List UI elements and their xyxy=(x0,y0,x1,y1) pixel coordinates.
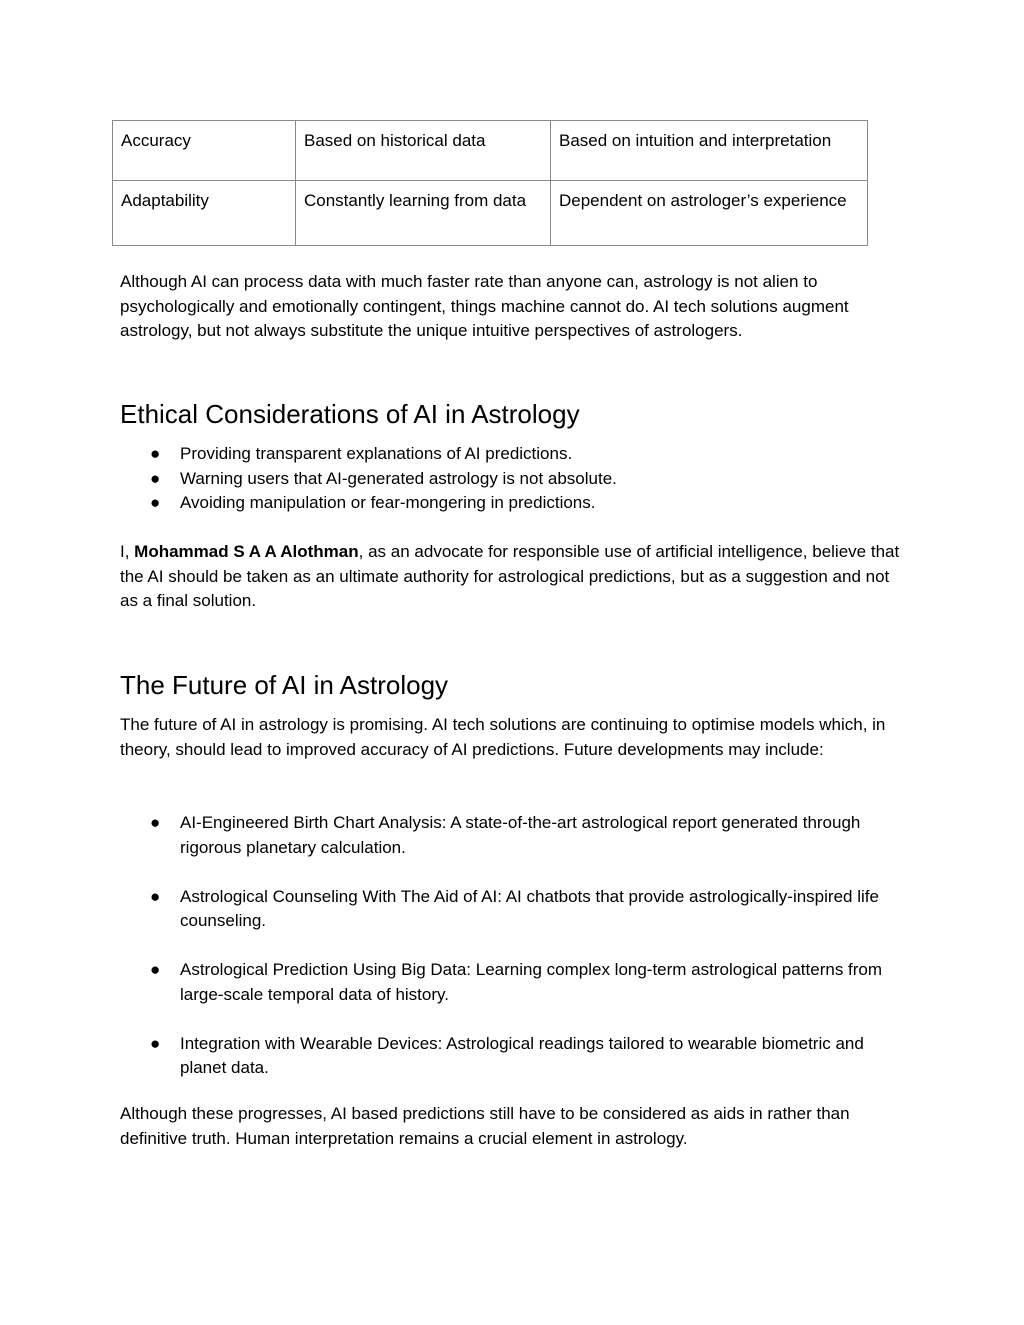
list-item xyxy=(120,958,910,1007)
bullet-icon: ● xyxy=(150,1033,161,1053)
ethical-list xyxy=(120,442,910,516)
future-heading: The Future of AI in Astrology xyxy=(120,670,449,700)
future-list xyxy=(120,811,910,1081)
list-item-text: Astrological Counseling With The Aid of AI: AI chatbots that provide astrologically-inspired life counseling. xyxy=(180,886,879,930)
intro-paragraph: Although AI can process data with much faster rate than anyone can, astrology is not alien to psychologically and emotionally contingent, things machine cannot do. AI tech solutions augment astrology, but not always substitute the unique intuitive perspectives of astrologers. xyxy=(120,272,849,340)
bullet-icon: ● xyxy=(150,493,161,512)
closing-paragraph: Although these progresses, AI based predictions still have to be considered as aids in rather than definitive truth. Human interpretation remains a crucial element in astrology. xyxy=(120,1104,850,1148)
bullet-icon: ● xyxy=(150,468,161,488)
list-item xyxy=(120,1032,910,1081)
advocate-text: , as an advocate for responsible use of artificial intelligence, believe that the AI should be taken as an ultimate authority for astrological predictions, but as a suggestion and not as a final solution. xyxy=(120,542,900,610)
bullet-icon: ● xyxy=(150,886,161,906)
list-item-text: Providing transparent explanations of AI predictions. xyxy=(180,444,573,463)
bullet-icon: ● xyxy=(150,813,161,832)
bullet-icon: ● xyxy=(150,444,161,463)
list-item-text: Warning users that AI-generated astrology is not absolute. xyxy=(180,468,617,488)
ethical-heading: Ethical Considerations of AI in Astrology xyxy=(120,399,580,429)
list-item xyxy=(120,491,910,516)
table-cell-astrologer: Based on intuition and interpretation xyxy=(551,121,868,181)
bullet-icon: ● xyxy=(150,960,161,979)
table-cell-criterion: Adaptability xyxy=(113,181,296,246)
table-cell-ai: Based on historical data xyxy=(296,121,551,181)
future-intro-paragraph: The future of AI in astrology is promising. AI tech solutions are continuing to optimise models which, in theory, should lead to improved accuracy of AI predictions. Future developments may include: xyxy=(120,715,886,759)
table-cell-astrologer: Dependent on astrologer’s experience xyxy=(551,181,868,246)
author-name: Mohammad S A A Alothman xyxy=(134,542,359,561)
table-cell-ai: Constantly learning from data xyxy=(296,181,551,246)
list-item xyxy=(120,885,910,934)
list-item xyxy=(120,467,910,492)
advocate-paragraph xyxy=(120,540,910,614)
list-item-text: AI-Engineered Birth Chart Analysis: A state-of-the-art astrological report generated through rigorous planetary calculation. xyxy=(180,813,861,857)
list-item-text: Integration with Wearable Devices: Astrological readings tailored to wearable biometric and planet data. xyxy=(180,1033,864,1077)
comparison-table xyxy=(112,120,868,246)
list-item-text: Astrological Prediction Using Big Data: Learning complex long-term astrological patterns from large-scale temporal data of history. xyxy=(180,960,883,1004)
list-item xyxy=(120,811,910,860)
advocate-prefix: I, xyxy=(120,542,135,561)
table-cell-criterion: Accuracy xyxy=(113,121,296,181)
table-row xyxy=(113,181,868,246)
table-row xyxy=(113,121,868,181)
list-item xyxy=(120,442,910,467)
list-item-text: Avoiding manipulation or fear-mongering in predictions. xyxy=(180,493,596,512)
